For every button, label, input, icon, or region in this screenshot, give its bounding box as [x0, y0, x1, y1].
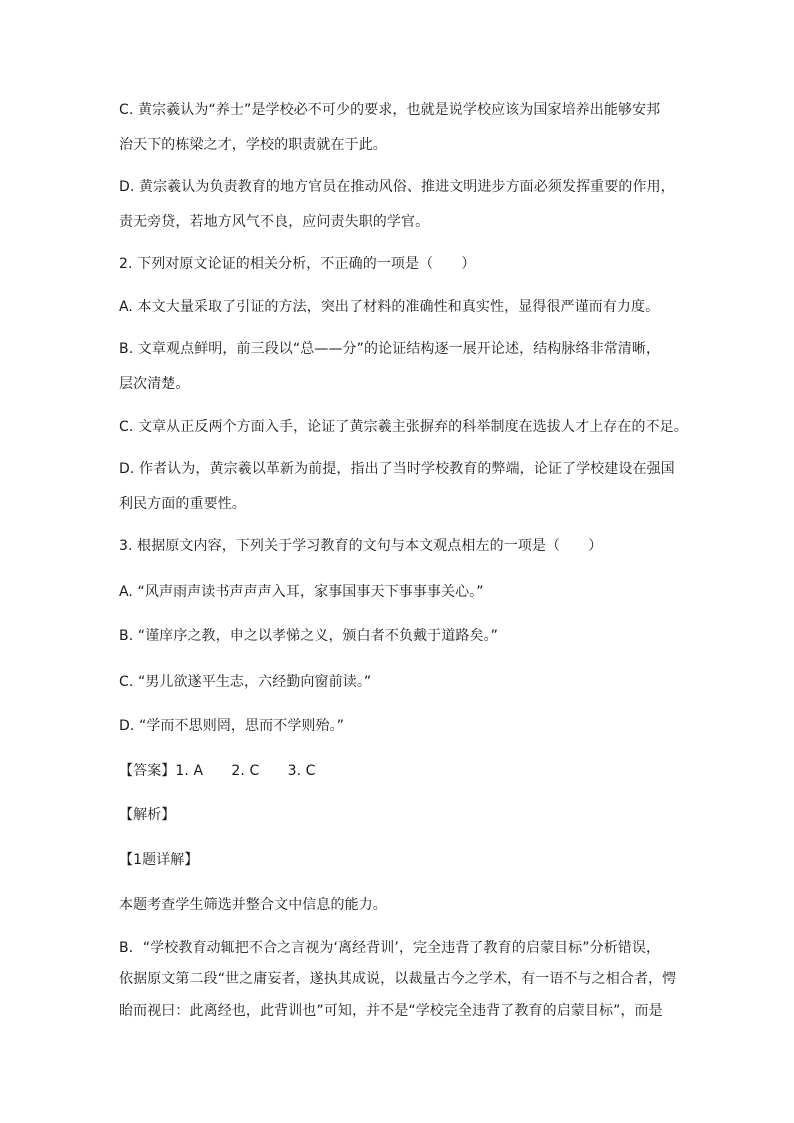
analysis-heading: 【解析】	[119, 807, 176, 823]
answer-line: 【答案】1. A 2. C 3. C	[119, 763, 316, 779]
q3-option-a: A. “风声雨声读书声声声入耳，家事国事天下事事事关心。”	[119, 584, 484, 600]
q2-option-a: A. 本文大量采取了引证的方法，突出了材料的准确性和真实性，显得很严谨而有力度。	[119, 299, 660, 315]
q2-option-d-line-1: D. 作者认为，黄宗羲以革新为前提，指出了当时学校教育的弊端，论证了学校建设在强国	[119, 461, 675, 477]
analysis-b-line-3: 眙而视曰：此离经也，此背训也”可知，并不是“学校完全违背了教育的启蒙目标”，而是	[119, 1003, 663, 1019]
option-d-line-1: D. 黄宗羲认为负责教育的地方官员在推动风俗、推进文明进步方面必须发挥重要的作用，	[119, 179, 675, 195]
question-3: 3. 根据原文内容，下列关于学习教育的文句与本文观点相左的一项是（ ）	[119, 538, 603, 554]
q2-option-b-line-1: B. 文章观点鲜明，前三段以“总——分”的论证结构逐一展开论述，结构脉络非常清晰，	[119, 341, 661, 357]
q2-option-d-line-2: 利民方面的重要性。	[119, 496, 246, 512]
q2-option-b-line-2: 层次清楚。	[119, 376, 190, 392]
option-c-line-2: 治天下的栋梁之才，学校的职责就在于此。	[119, 137, 387, 153]
q3-option-d: D. “学而不思则罔，思而不学则殆。”	[119, 718, 345, 734]
q3-option-c: C. “男儿欲遂平生志，六经勤向窗前读。”	[119, 674, 372, 690]
analysis-b-line-1: B．“学校教育动辄把不合之言视为‘离经背训’，完全违背了教育的启蒙目标”分析错误，	[119, 940, 661, 956]
q1-detail-heading: 【1题详解】	[119, 852, 199, 868]
option-d-line-2: 责无旁贷，若地方风气不良，应问责失职的学官。	[119, 214, 430, 230]
analysis-intro: 本题考查学生筛选并整合文中信息的能力。	[119, 897, 387, 913]
option-c-line-1: C. 黄宗羲认为“养士”是学校必不可少的要求，也就是说学校应该为国家培养出能够安邦	[119, 102, 661, 118]
q3-option-b: B. “谨庠序之教，申之以孝悌之义，颁白者不负戴于道路矣。”	[119, 628, 499, 644]
q2-option-c: C. 文章从正反两个方面入手，论证了黄宗羲主张摒弃的科举制度在选拔人才上存在的不足。	[119, 419, 688, 435]
analysis-b-line-2: 依据原文第二段“世之庸妄者，遂执其成说，以裁量古今之学术，有一语不与之相合者，愕	[119, 971, 677, 987]
question-2: 2. 下列对原文论证的相关分析，不正确的一项是（ ）	[119, 256, 476, 272]
